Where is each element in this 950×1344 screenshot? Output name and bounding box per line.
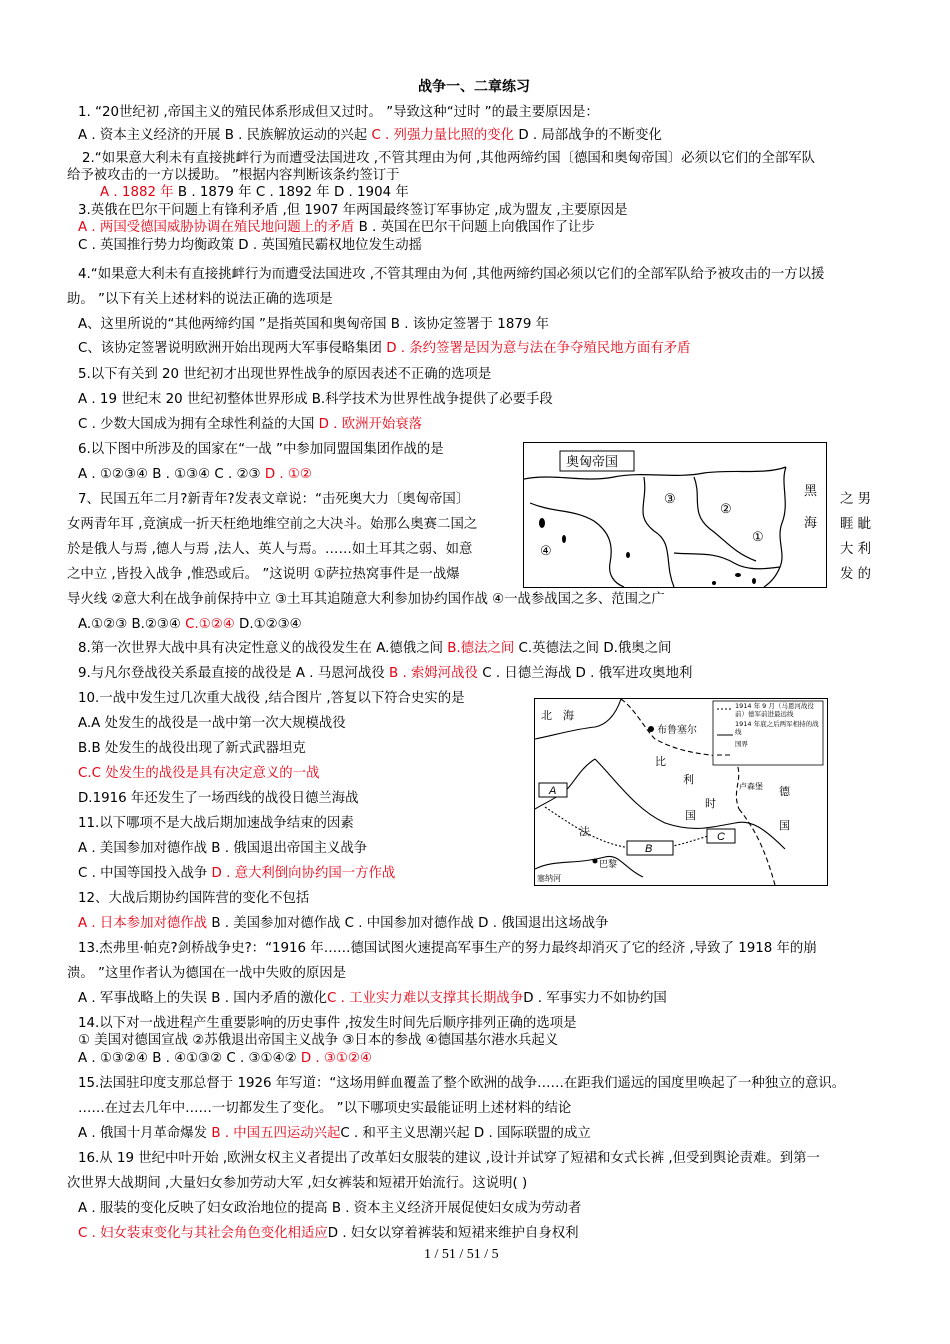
question-line bbox=[78, 1225, 579, 1243]
balkans-map-svg bbox=[524, 443, 826, 587]
german-border bbox=[739, 809, 775, 885]
line-text: C . 少数大国成为拥有全球性利益的大国 bbox=[78, 417, 319, 432]
map2-label-A: A bbox=[549, 785, 557, 797]
map2-label-shi: 时 bbox=[705, 797, 716, 810]
line-text: 15.法国驻印度支那总督于 1926 年写道：“这场用鲜血覆盖了整个欧洲的战争……在距我们遥远的国度里唤起了一种独立的意识。 bbox=[78, 1076, 846, 1091]
line-text: C . 中国等国投入战争 bbox=[78, 866, 212, 881]
map2-label-li: 利 bbox=[683, 773, 694, 786]
line-text: 4.“如果意大利未有直接挑衅行为而遭受法国进攻 ,不管其理由为何 ,其他两缔约国必须以它们的全部军队给予被攻击的一方以援 bbox=[78, 267, 825, 282]
question-line bbox=[78, 990, 667, 1008]
line-text: C . 日德兰海战 D . 俄军进攻奥地利 bbox=[477, 666, 693, 681]
line-text: 10.一战中发生过几次重大战役 ,结合图片 ,答复以下符合史实的是 bbox=[78, 691, 465, 706]
question-line bbox=[67, 541, 472, 559]
line-text: B . 英国在巴尔干问题上向俄国作了让步 bbox=[354, 220, 595, 235]
question-line bbox=[78, 104, 599, 122]
question-line bbox=[78, 1200, 581, 1218]
line-text: 2.“如果意大利未有直接挑衅行为而遭受法国进攻 ,不管其理由为何 ,其他两缔约国〔德国和奥匈帝国〕必须以它们的全部军队 bbox=[82, 151, 816, 166]
line-text: 8.第一次世界大战中具有决定性意义的战役发生在 A.德俄之间 bbox=[78, 641, 448, 656]
question-line bbox=[78, 616, 302, 634]
question-line bbox=[78, 127, 662, 145]
line-text: A . 俄国十月革命爆发 bbox=[78, 1126, 212, 1141]
answer-highlight: C.C 处发生的战役是具有决定意义的一战 bbox=[78, 766, 320, 781]
map2-label-north: 北 bbox=[541, 709, 552, 722]
line-text: 9.与凡尔登战役关系最直接的战役是 A . 马恩河战役 bbox=[78, 666, 390, 681]
balkans-border-south bbox=[674, 553, 780, 569]
question-line bbox=[78, 202, 628, 220]
line-text: D . 妇女以穿着裤装和短裙来维护自身权利 bbox=[327, 1226, 579, 1241]
question-line bbox=[78, 790, 359, 808]
answer-highlight: C . 列强力量比照的变化 bbox=[371, 128, 515, 143]
line-text: C.英德法之间 D.俄奥之间 bbox=[514, 641, 672, 656]
question-line bbox=[78, 1015, 576, 1033]
question-line bbox=[67, 566, 460, 584]
line-text: 3.英俄在巴尔干问题上有锋利矛盾 ,但 1907 年两国最终签订军事协定 ,成为盟友 ,主要原因是 bbox=[78, 203, 628, 218]
question-line bbox=[67, 516, 477, 534]
line-text: ……在过去几年中……一切都发生了变化。 ”以下哪项史实最能证明上述材料的结论 bbox=[78, 1101, 572, 1116]
answer-highlight: A . 日本参加对德作战 bbox=[78, 916, 208, 931]
answer-highlight: D . ①② bbox=[264, 467, 312, 482]
map1-label-2: ② bbox=[720, 501, 732, 516]
line-text: 给予被攻击的一方以援助。 ”根据内容判断该条约签订于 bbox=[67, 168, 400, 183]
question-line bbox=[78, 1150, 820, 1168]
line-text: ① 美国对德国宣战 ②苏俄退出帝国主义战争 ③日本的参战 ④德国基尔港水兵起义 bbox=[78, 1033, 559, 1048]
line-text: A . 美国参加对德作战 B . 俄国退出帝国主义战争 bbox=[78, 841, 368, 856]
paris-marker bbox=[593, 859, 598, 864]
map2-legend-frontline: 1914 年底之后两军相持的战线 bbox=[735, 720, 819, 736]
brussels-marker bbox=[648, 726, 654, 732]
question-line bbox=[78, 815, 354, 833]
map2-label-luxembourg: 卢森堡 bbox=[739, 782, 763, 791]
line-text: C . 和平主义思潮兴起 D . 国际联盟的成立 bbox=[340, 1126, 591, 1141]
q7-right-fragment: 之 男 bbox=[840, 492, 872, 507]
question-line bbox=[78, 237, 422, 255]
map1-label-4: ④ bbox=[540, 543, 552, 558]
answer-highlight: B . 中国五四运动兴起 bbox=[211, 1126, 341, 1141]
line-text: A . 服装的变化反映了妇女政治地位的提高 B . 资本主义经济开展促使妇女成为劳动者 bbox=[78, 1201, 582, 1216]
question-line bbox=[100, 184, 409, 202]
line-text: 之中立 ,皆投入战争 ,惟恐或后。 ”这说明 ①萨拉热窝事件是一战爆 bbox=[67, 567, 460, 582]
map2-label-guo-fa: 国 bbox=[685, 809, 696, 822]
line-text: 5.以下有关到 20 世纪初才出现世界性战争的原因表述不正确的选项是 bbox=[78, 367, 492, 382]
map1-label-black-sea-2: 海 bbox=[804, 515, 818, 530]
line-text: A . ①③②④ B . ④①③② C . ③①④② bbox=[78, 1051, 301, 1066]
answer-highlight: D . ③①②④ bbox=[300, 1051, 372, 1066]
page-title: 战争一、二章练习 bbox=[418, 79, 530, 95]
line-text: A . ①②③④ B . ①③④ C . ②③ bbox=[78, 467, 265, 482]
question-line bbox=[78, 840, 367, 858]
answer-highlight: C . 工业实力难以支撑其长期战争 bbox=[327, 991, 524, 1006]
answer-highlight: C . 妇女装束变化与其社会角色变化相适应 bbox=[78, 1226, 328, 1241]
question-line bbox=[78, 1050, 372, 1068]
question-line bbox=[78, 915, 608, 933]
map2-label-sea: 海 bbox=[563, 709, 574, 722]
question-line bbox=[78, 715, 346, 733]
question-line bbox=[78, 940, 817, 958]
question-line bbox=[78, 865, 395, 883]
line-text: A、这里所说的“其他两缔约国 ”是指英国和奥匈帝国 B . 该协定签署于 1879 年 bbox=[78, 317, 550, 332]
page-footer: 1 / 51 / 51 / 5 bbox=[424, 1247, 499, 1262]
question-line bbox=[67, 167, 400, 185]
line-text: 女两青年耳 ,竟演成一折天枉绝地维空前之大决斗。始那么奥赛二国之 bbox=[67, 517, 478, 532]
question-line bbox=[67, 965, 346, 983]
question-line bbox=[78, 416, 422, 434]
answer-highlight: B.德法之间 bbox=[447, 641, 515, 656]
question-line bbox=[78, 640, 671, 658]
line-text: A.A 处发生的战役是一战中第一次大规模战役 bbox=[78, 716, 346, 731]
answer-highlight: B . 索姆河战役 bbox=[389, 666, 478, 681]
map1-label-1: ① bbox=[752, 529, 764, 544]
line-text: 12、大战后期协约国阵营的变化不包括 bbox=[78, 891, 310, 906]
western-front-map-svg bbox=[535, 699, 827, 885]
line-text: 1. “20世纪初 ,帝国主义的殖民体系形成但又过时。 ”导致这种“过时 ”的最主要原因是： bbox=[78, 105, 599, 120]
question-line bbox=[78, 366, 491, 384]
question-line bbox=[78, 491, 469, 509]
balkans-map bbox=[523, 442, 827, 588]
line-text: 导火线 ②意大利在战争前保持中立 ③土耳其追随意大利参加协约国作战 ④一战参战国之多、范围之广 bbox=[67, 592, 665, 607]
line-text: 13.杰弗里·帕克?剑桥战争史?：“1916 年……德国试图火速提高军事生产的努力最终却消灭了它的经济 ,导致了 1918 年的崩 bbox=[78, 941, 817, 956]
map2-label-brussels: 布鲁塞尔 bbox=[657, 725, 697, 736]
answer-highlight: D . 意大利倒向协约国一方作战 bbox=[211, 866, 396, 881]
line-text: 溃。 ”这里作者认为德国在一战中失败的原因是 bbox=[67, 966, 347, 981]
question-line bbox=[78, 690, 464, 708]
answer-highlight: D . 条约签署是因为意与法在争夺殖民地方面有矛盾 bbox=[386, 341, 691, 356]
answer-highlight: A . 1882 年 bbox=[100, 185, 174, 200]
map1-label-black-sea-1: 黑 bbox=[804, 483, 818, 498]
question-line bbox=[78, 219, 595, 237]
map2-legend-advance: 1914 年 9 月（马恩河战役前）德军前进最远线 bbox=[735, 702, 814, 718]
line-text: 16.从 19 世纪中叶开始 ,欧洲女权主义者提出了改革妇女服装的建议 ,设计并试穿了短裙和女式长裤 ,但受到舆论责难。到第一 bbox=[78, 1151, 820, 1166]
question-line bbox=[78, 665, 692, 683]
question-line bbox=[78, 266, 824, 284]
question-line bbox=[78, 1032, 558, 1050]
line-text: 於是俄人与焉 ,德人与焉 ,法人、英人与焉。……如土耳其之弱、如意 bbox=[67, 542, 473, 557]
map2-label-bi: 比 bbox=[655, 755, 666, 768]
q7-right-fragment: 发 的 bbox=[840, 567, 872, 582]
line-text: 7、民国五年二月?新青年?发表文章说：“击死奥大力〔奥匈帝国〕 bbox=[78, 492, 470, 507]
question-line bbox=[78, 1075, 845, 1093]
line-text: 次世界大战期间 ,大量妇女参加劳动大军 ,妇女裤装和短裙开始流行。这说明( ) bbox=[67, 1176, 528, 1191]
map2-label-seine: 塞纳河 bbox=[537, 874, 561, 883]
map2-label-fa: 法 bbox=[579, 825, 590, 838]
line-text: B . 1879 年 C . 1892 年 D . 1904 年 bbox=[173, 185, 409, 200]
map2-legend-border: 国界 bbox=[735, 740, 748, 748]
line-text: C . 英国推行势力均衡政策 D . 英国殖民霸权地位发生动摇 bbox=[78, 238, 423, 253]
map1-label-3: ③ bbox=[664, 491, 676, 506]
line-text: C、该协定签署说明欧洲开始出现两大军事侵略集团 bbox=[78, 341, 387, 356]
question-line bbox=[78, 466, 312, 484]
line-text: B.B 处发生的战役出现了新式武器坦克 bbox=[78, 741, 306, 756]
line-text: D.1916 年还发生了一场西线的战役日德兰海战 bbox=[78, 791, 359, 806]
answer-highlight: C.①②④ bbox=[185, 617, 235, 632]
line-text: 11.以下哪项不是大战后期加速战争结束的因素 bbox=[78, 816, 354, 831]
line-text: D.①②③④ bbox=[234, 617, 302, 632]
q7-right-fragment: 大 利 bbox=[840, 542, 872, 557]
western-front-map bbox=[534, 698, 828, 886]
question-line bbox=[78, 441, 444, 459]
map2-label-C: C bbox=[717, 831, 725, 843]
question-line bbox=[67, 591, 665, 609]
line-text: 14.以下对一战进程产生重要影响的历史事件 ,按发生时间先后顺序排列正确的选项是 bbox=[78, 1016, 577, 1031]
question-line bbox=[78, 740, 306, 758]
question-line bbox=[78, 890, 309, 908]
map2-label-B: B bbox=[645, 843, 653, 855]
line-text: D . 军事实力不如协约国 bbox=[523, 991, 667, 1006]
balkans-coast-black-sea bbox=[764, 467, 786, 587]
line-text: A.①②③ B.②③④ bbox=[78, 617, 186, 632]
line-text: 6.以下图中所涉及的国家在“一战 ”中参加同盟国集团作战的是 bbox=[78, 442, 444, 457]
map2-label-paris: 巴黎 bbox=[599, 860, 618, 870]
map2-label-de: 德 bbox=[779, 785, 790, 798]
q7-right-fragment: 睚 眦 bbox=[840, 517, 872, 532]
answer-highlight: D . 欧洲开始衰落 bbox=[318, 417, 423, 432]
map2-label-guo-de: 国 bbox=[779, 819, 790, 832]
question-line bbox=[82, 150, 815, 168]
line-text: A . 资本主义经济的开展 B . 民族解放运动的兴起 bbox=[78, 128, 372, 143]
line-text: 助。 ”以下有关上述材料的说法正确的选项是 bbox=[67, 292, 333, 307]
line-text: A . 19 世纪末 20 世纪初整体世界形成 B.科学技术为世界性战争提供了必要手段 bbox=[78, 392, 553, 407]
question-line bbox=[78, 391, 553, 409]
balkans-border-east bbox=[694, 477, 756, 561]
question-line bbox=[78, 316, 549, 334]
line-text: D . 局部战争的不断变化 bbox=[514, 128, 662, 143]
question-line bbox=[78, 340, 691, 358]
question-line bbox=[67, 1175, 527, 1193]
question-line bbox=[78, 1100, 571, 1118]
question-line bbox=[78, 765, 319, 783]
answer-highlight: A . 两国受德国威胁协调在殖民地问题上的矛盾 bbox=[78, 220, 355, 235]
map1-label-austria-hungary: 奥匈帝国 bbox=[566, 454, 619, 469]
line-text: A . 军事战略上的失误 B . 国内矛盾的激化 bbox=[78, 991, 328, 1006]
line-text: B . 美国参加对德作战 C . 中国参加对德作战 D . 俄国退出这场战争 bbox=[207, 916, 609, 931]
question-line bbox=[67, 291, 333, 309]
question-line bbox=[78, 1125, 591, 1143]
